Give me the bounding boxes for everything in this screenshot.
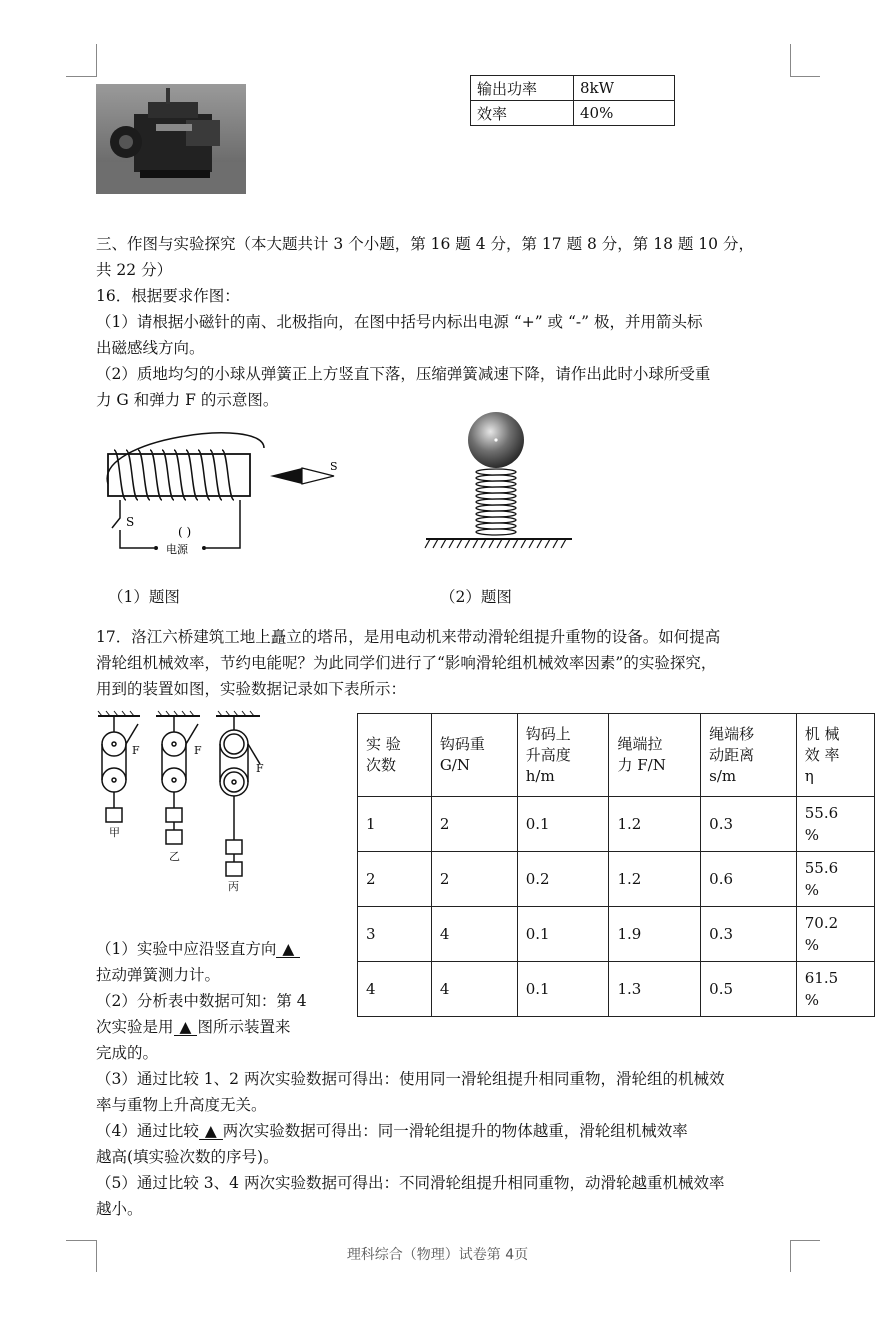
table-cell: 0.5 bbox=[701, 962, 797, 1017]
table-cell: 4 bbox=[358, 962, 432, 1017]
crop-mark bbox=[790, 44, 791, 76]
pulley-label-yi: 乙 bbox=[169, 850, 180, 863]
q16-part2: （2）质地均匀的小球从弹簧正上方竖直下落，压缩弹簧减速下降，请作出此时小球所受重 bbox=[96, 365, 711, 383]
crop-mark bbox=[66, 1240, 97, 1241]
table-cell: 0.3 bbox=[701, 907, 797, 962]
q17-sub5-cont: 越小。 bbox=[96, 1200, 143, 1218]
section-heading: 三、作图与实验探究（本大题共计 3 个小题，第 16 题 4 分，第 17 题 8 分，第 18 题 10 分， bbox=[96, 235, 754, 253]
table-cell: 1 bbox=[358, 797, 432, 852]
section-heading-cont: 共 22 分） bbox=[96, 261, 173, 279]
q17-intro-cont: 滑轮组机械效率，节约电能呢？为此同学们进行了“影响滑轮组机械效率因素”的实验探究， bbox=[96, 654, 717, 672]
table-row bbox=[358, 962, 875, 1017]
table-header-cell: 实 验 次数 bbox=[358, 714, 432, 797]
q17-sub4-text: （4）通过比较 bbox=[96, 1122, 199, 1140]
force-label: F bbox=[194, 744, 202, 757]
q17-sub4 bbox=[96, 1118, 796, 1144]
q16-title: 16．根据要求作图： bbox=[96, 287, 240, 305]
table-cell: 2 bbox=[431, 852, 517, 907]
spring-ball-figure bbox=[420, 412, 580, 552]
table-cell: 1.2 bbox=[609, 797, 701, 852]
q17-sub4-cont: 越高(填实验次数的序号)。 bbox=[96, 1148, 279, 1166]
answer-blank[interactable]: ▲ bbox=[199, 1123, 223, 1140]
table-cell: 2 bbox=[431, 797, 517, 852]
q17-sub2-end: 完成的。 bbox=[96, 1044, 159, 1062]
table-cell: 55.6 % bbox=[796, 797, 874, 852]
q17-sub2: （2）分析表中数据可知：第 4 bbox=[96, 992, 307, 1010]
switch-label: S bbox=[126, 515, 135, 529]
table-row bbox=[358, 797, 875, 852]
q16-part1-cont: 出磁感线方向。 bbox=[96, 339, 205, 357]
pole-bracket: ( ) bbox=[178, 525, 192, 539]
table-header-cell: 钩码重 G/N bbox=[431, 714, 517, 797]
solenoid-figure bbox=[94, 418, 354, 563]
needle-label: S bbox=[330, 460, 338, 473]
q17-intro: 17．洛江六桥建筑工地上矗立的塔吊，是用电动机来带动滑轮组提升重物的设备。如何提高 bbox=[96, 628, 721, 646]
experiment-data-table bbox=[357, 713, 875, 1017]
table-cell: 1.9 bbox=[609, 907, 701, 962]
pulley-label-bing: 丙 bbox=[228, 880, 239, 893]
table-cell: 4 bbox=[431, 962, 517, 1017]
table-cell: 55.6 % bbox=[796, 852, 874, 907]
table-row bbox=[471, 101, 675, 126]
table-cell: 0.6 bbox=[701, 852, 797, 907]
answer-blank[interactable]: ▲ bbox=[174, 1019, 198, 1036]
table-row bbox=[471, 76, 675, 101]
table-cell: 0.2 bbox=[517, 852, 609, 907]
table-row bbox=[358, 852, 875, 907]
q17-sub4-text: 两次实验数据可得出：同一滑轮组提升的物体越重，滑轮组机械效率 bbox=[222, 1122, 688, 1140]
spec-value: 8kW bbox=[574, 76, 675, 101]
table-cell: 70.2 % bbox=[796, 907, 874, 962]
table-header-cell: 钩码上 升高度 h/m bbox=[517, 714, 609, 797]
table-cell: 0.1 bbox=[517, 962, 609, 1017]
answer-blank[interactable]: ▲ bbox=[276, 941, 300, 958]
pulley-figure bbox=[94, 710, 284, 900]
table-cell: 0.1 bbox=[517, 907, 609, 962]
spec-label: 效率 bbox=[471, 101, 574, 126]
table-cell: 0.3 bbox=[701, 797, 797, 852]
engine-spec-table bbox=[470, 75, 675, 126]
fig2-caption: （2）题图 bbox=[440, 588, 512, 606]
q17-sub3: （3）通过比较 1、2 两次实验数据可得出：使用同一滑轮组提升相同重物，滑轮组的机械效 bbox=[96, 1070, 725, 1088]
table-cell: 1.2 bbox=[609, 852, 701, 907]
crop-mark bbox=[790, 1240, 820, 1241]
q17-sub3-cont: 率与重物上升高度无关。 bbox=[96, 1096, 267, 1114]
table-header-row bbox=[358, 714, 875, 797]
crop-mark bbox=[66, 76, 97, 77]
q17-sub2-text: 图所示装置来 bbox=[197, 1018, 291, 1036]
q17-sub5: （5）通过比较 3、4 两次实验数据可得出：不同滑轮组提升相同重物，动滑轮越重机械效率 bbox=[96, 1174, 725, 1192]
q17-sub1-cont: 拉动弹簧测力计。 bbox=[96, 966, 221, 984]
engine-photo bbox=[96, 84, 246, 194]
table-cell: 4 bbox=[431, 907, 517, 962]
q17-sub1-text: （1）实验中应沿竖直方向 bbox=[96, 940, 277, 958]
crop-mark bbox=[96, 44, 97, 76]
force-label: F bbox=[256, 762, 264, 775]
table-cell: 61.5 % bbox=[796, 962, 874, 1017]
table-row bbox=[358, 907, 875, 962]
spec-label: 输出功率 bbox=[471, 76, 574, 101]
table-header-cell: 绳端拉 力 F/N bbox=[609, 714, 701, 797]
table-cell: 2 bbox=[358, 852, 432, 907]
page-footer: 理科综合（物理）试卷第 4页 bbox=[346, 1247, 529, 1263]
table-cell: 3 bbox=[358, 907, 432, 962]
table-cell: 0.1 bbox=[517, 797, 609, 852]
table-header-cell: 机 械 效 率 η bbox=[796, 714, 874, 797]
force-label: F bbox=[132, 744, 140, 757]
table-cell: 1.3 bbox=[609, 962, 701, 1017]
source-label: 电源 bbox=[166, 543, 188, 556]
q17-sub2-text: 次实验是用 bbox=[96, 1018, 174, 1036]
spec-value: 40% bbox=[574, 101, 675, 126]
pulley-label-jia: 甲 bbox=[109, 826, 120, 839]
q16-part2-cont: 力 G 和弹力 F 的示意图。 bbox=[96, 391, 279, 409]
fig1-caption: （1）题图 bbox=[108, 588, 180, 606]
q16-part1: （1）请根据小磁针的南、北极指向，在图中括号内标出电源 “+” 或 “-” 极，并用箭头标 bbox=[96, 313, 703, 331]
crop-mark bbox=[790, 76, 820, 77]
q17-sub1 bbox=[96, 936, 346, 962]
table-header-cell: 绳端移 动距离 s/m bbox=[701, 714, 797, 797]
q17-sub2-cont bbox=[96, 1014, 346, 1040]
q17-intro-cont: 用到的装置如图，实验数据记录如下表所示： bbox=[96, 680, 407, 698]
